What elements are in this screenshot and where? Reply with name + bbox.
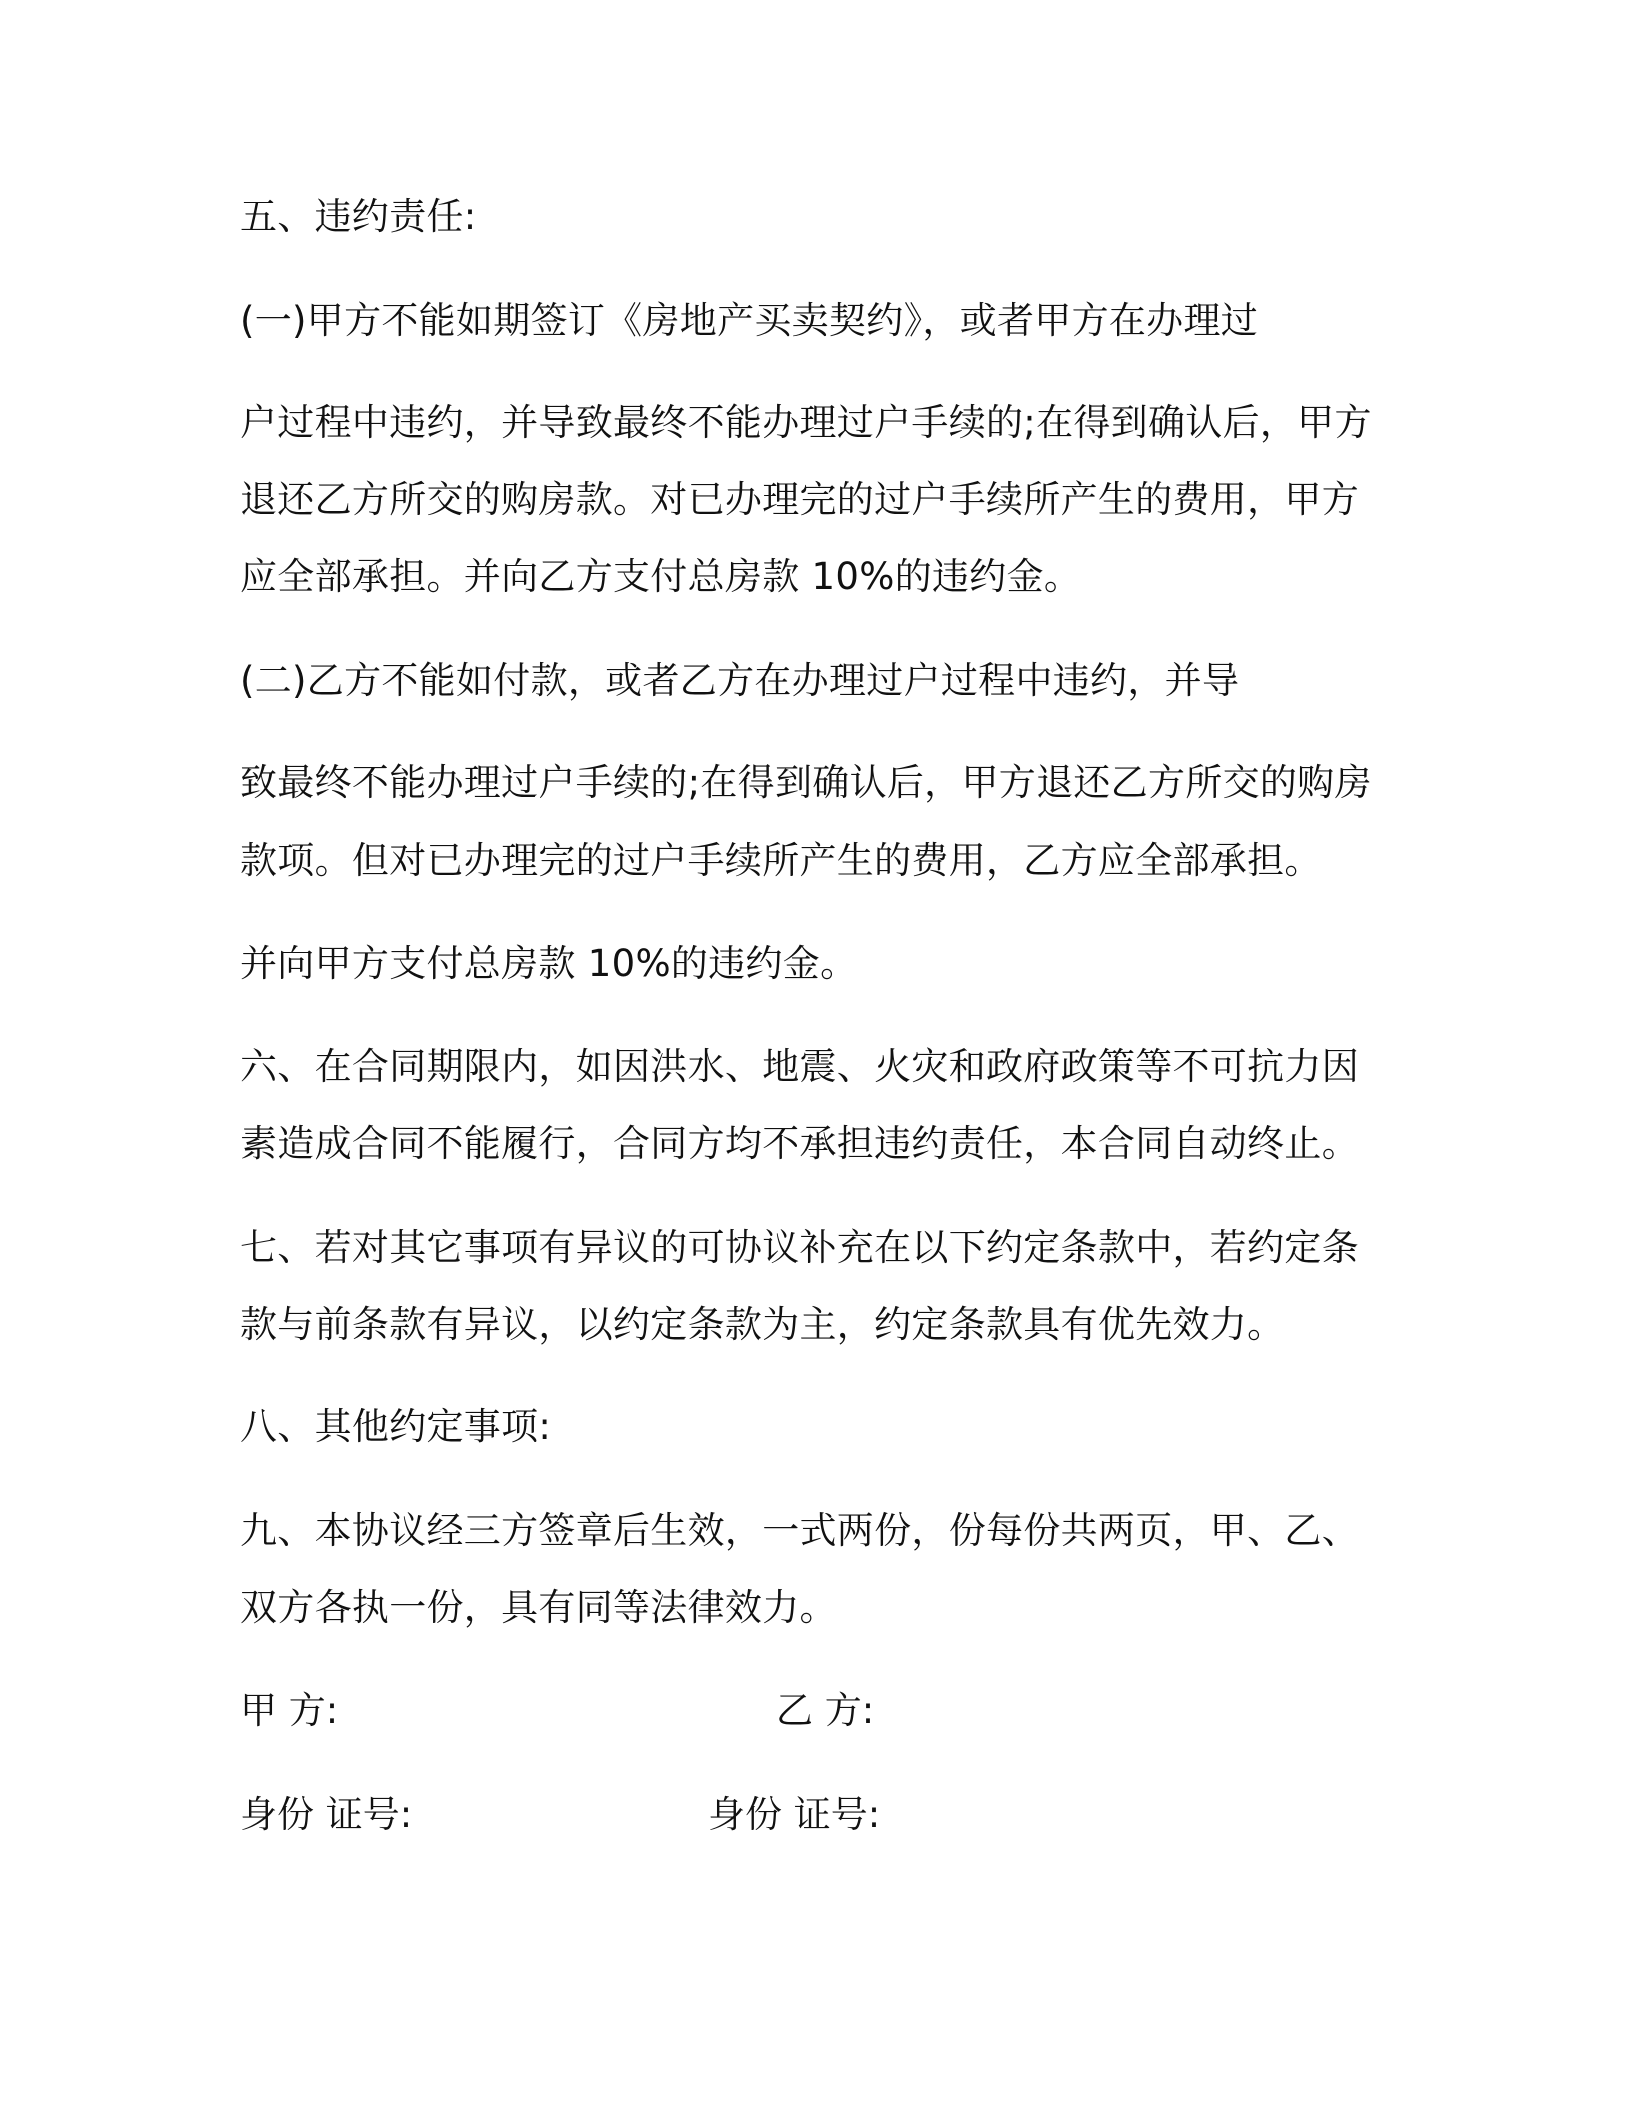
clause-5-1-line-1: (一)甲方不能如期签订《房地产买卖契约》，或者甲方在办理过 bbox=[240, 299, 1259, 342]
section-7-line-2: 款与前条款有异议，以约定条款为主，约定条款具有优先效力。 bbox=[240, 1303, 1285, 1346]
clause-5-2-line-1: (二)乙方不能如付款，或者乙方在办理过户过程中违约，并导 bbox=[240, 659, 1240, 702]
clause-5-2-line-4: 并向甲方支付总房款 10%的违约金。 bbox=[240, 942, 858, 985]
clause-5-1-line-4: 应全部承担。并向乙方支付总房款 10%的违约金。 bbox=[240, 555, 1082, 598]
section-6-line-1: 六、在合同期限内，如因洪水、地震、火灾和政府政策等不可抗力因 bbox=[240, 1045, 1359, 1088]
clause-5-1-line-2: 户过程中违约，并导致最终不能办理过户手续的;在得到确认后，甲方 bbox=[240, 401, 1372, 444]
party-b-id-label: 身份 证号: bbox=[708, 1793, 881, 1836]
section-7-line-1: 七、若对其它事项有异议的可协议补充在以下约定条款中，若约定条 bbox=[240, 1226, 1359, 1269]
section-8-heading: 八、其他约定事项: bbox=[240, 1405, 552, 1448]
section-6-line-2: 素造成合同不能履行，合同方均不承担违约责任，本合同自动终止。 bbox=[240, 1122, 1359, 1165]
clause-5-2-line-2: 致最终不能办理过户手续的;在得到确认后，甲方退还乙方所交的购房 bbox=[240, 761, 1372, 804]
section-9-line-2: 双方各执一份，具有同等法律效力。 bbox=[240, 1586, 837, 1629]
section-9-line-1: 九、本协议经三方签章后生效，一式两份，份每份共两页，甲、乙、 bbox=[240, 1509, 1359, 1552]
clause-5-1-line-3: 退还乙方所交的购房款。对已办理完的过户手续所产生的费用，甲方 bbox=[240, 478, 1359, 521]
clause-5-2-line-3: 款项。但对已办理完的过户手续所产生的费用，乙方应全部承担。 bbox=[240, 839, 1322, 882]
section-5-heading: 五、违约责任: bbox=[240, 195, 477, 238]
party-a-label: 甲 方: bbox=[240, 1689, 339, 1732]
party-a-id-label: 身份 证号: bbox=[240, 1793, 413, 1836]
party-b-label: 乙 方: bbox=[776, 1689, 875, 1732]
